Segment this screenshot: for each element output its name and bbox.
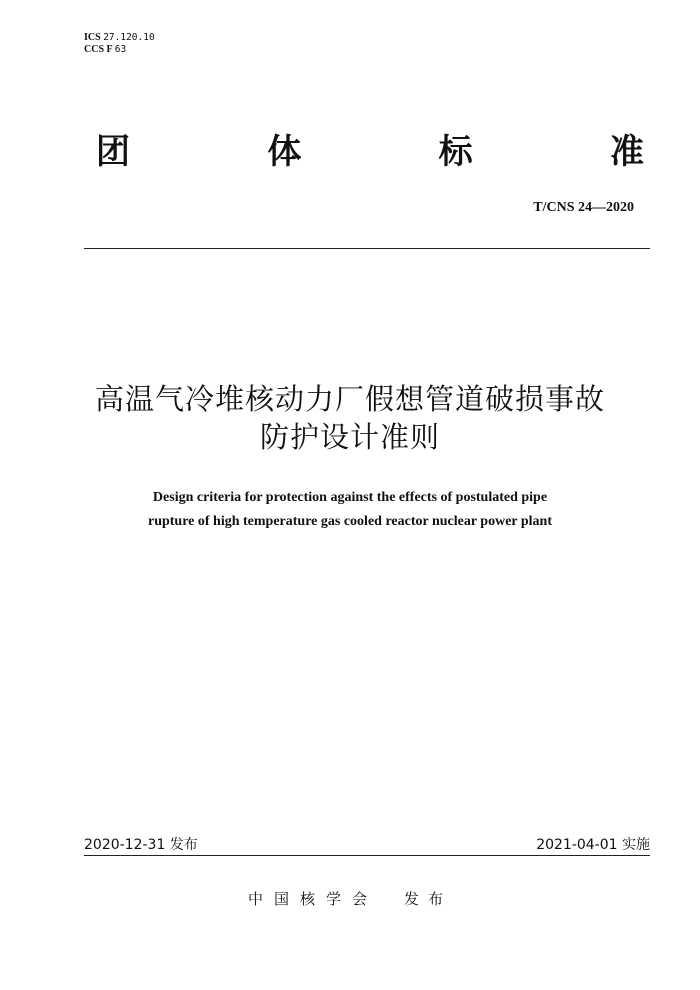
ics-code-row <box>84 32 155 44</box>
ccs-value: 63 <box>114 44 127 55</box>
english-title <box>0 486 700 534</box>
effective-date: 2021-04-01 实施 <box>536 837 650 853</box>
ccs-letter: F <box>106 44 113 55</box>
classification-codes <box>84 32 155 56</box>
standard-type-char: 团 <box>96 132 130 172</box>
standard-type-heading <box>96 132 644 172</box>
publisher-line <box>0 888 700 909</box>
chinese-title <box>0 380 700 456</box>
ccs-code-row <box>84 44 155 56</box>
english-title-line-1: Design criteria for protection against the effects of postulated pipe <box>152 490 548 505</box>
ccs-label: CCS <box>84 44 105 55</box>
standard-type-char: 体 <box>267 132 302 172</box>
ics-value: 27.120.10 <box>103 32 155 43</box>
chinese-title-line-2: 防护设计准则 <box>259 420 440 454</box>
chinese-title-line-1: 高温气冷堆核动力厂假想管道破损事故 <box>94 382 605 416</box>
publisher-organization: 中国核学会 <box>247 890 378 908</box>
header-divider <box>84 248 650 249</box>
footer-divider <box>84 855 650 856</box>
issue-date: 2020-12-31 发布 <box>84 837 198 853</box>
standard-number: T/CNS 24—2020 <box>533 200 634 215</box>
ics-label: ICS <box>84 32 101 43</box>
standard-type-char: 准 <box>609 132 644 172</box>
publisher-action: 发布 <box>404 890 453 908</box>
standard-type-char: 标 <box>438 132 473 172</box>
english-title-line-2: rupture of high temperature gas cooled reactor nuclear power plant <box>147 514 553 529</box>
